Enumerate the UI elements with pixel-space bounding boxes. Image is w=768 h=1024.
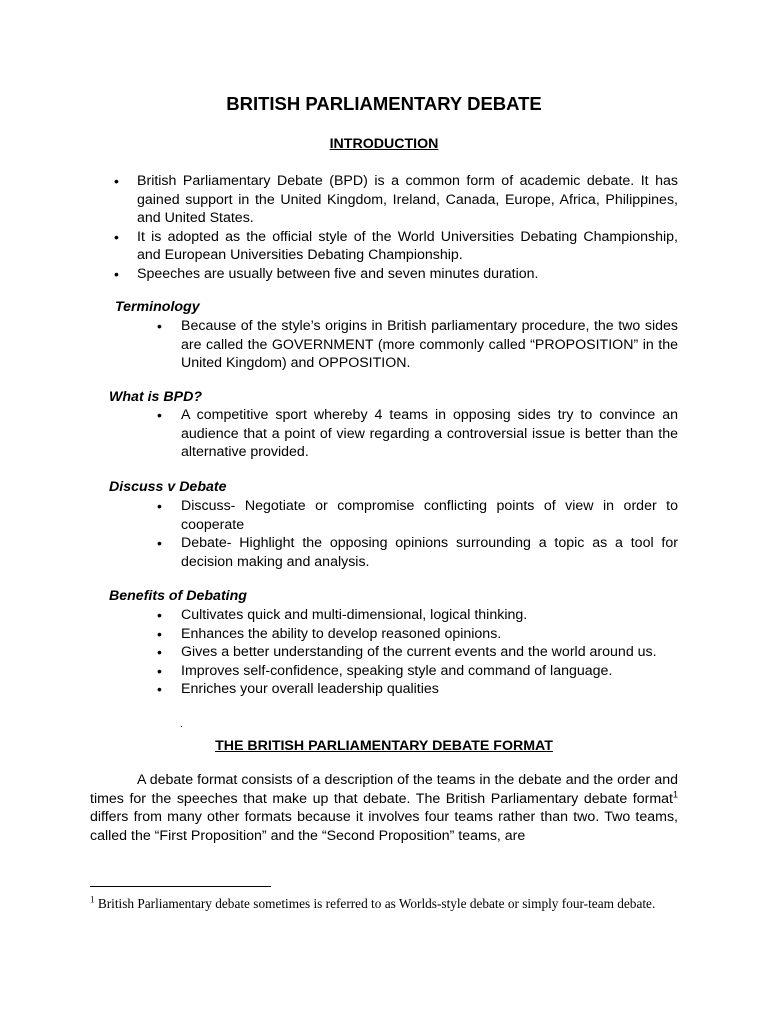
footnote-number: 1 bbox=[90, 894, 95, 905]
list-item: • Cultivates quick and multi-dimensional, logical thinking. bbox=[157, 607, 528, 623]
terminology-list bbox=[157, 317, 678, 373]
list-item: • British Parliamentary Debate (BPD) is a common form of academic debate. It has gained support in the United Kingdom, Ireland, Canada, Europe, Africa, Philippines, and United States. bbox=[114, 173, 678, 226]
footnote: $^1$ British Parliamentary debate sometimes is referred to as Worlds-style debate or simply four-team debate. bbox=[90, 894, 656, 911]
list-item: • Because of the style’s origins in British parliamentary procedure, the two sides are called the GOVERNMENT (more commonly called “PROPOSITION” in the United Kingdom) and OPPOSITION. bbox=[157, 318, 678, 371]
list-item: • A competitive sport whereby 4 teams in opposing sides try to convince an audience that a point of view regarding a controversial issue is better than the alternative provided. bbox=[157, 407, 678, 460]
list-item: • Gives a better understanding of the current events and the world around us. bbox=[157, 644, 657, 660]
terminology-heading: Terminology bbox=[115, 299, 200, 315]
list-item: • Debate- Highlight the opposing opinions surrounding a topic as a tool for decision making and analysis. bbox=[157, 535, 678, 570]
bullet-icon: • bbox=[114, 173, 119, 189]
bullet-icon: • bbox=[114, 265, 119, 282]
introduction-heading: INTRODUCTION bbox=[329, 136, 439, 152]
bullet-icon: • bbox=[157, 535, 162, 551]
benefits-list bbox=[157, 606, 678, 699]
bullet-icon: • bbox=[114, 228, 119, 245]
introduction-list bbox=[114, 172, 678, 283]
format-heading: THE BRITISH PARLIAMENTARY DEBATE FORMAT bbox=[215, 738, 553, 754]
list-item: • Discuss- Negotiate or compromise conflicting points of view in order to cooperate bbox=[157, 498, 678, 533]
bullet-icon: • bbox=[157, 318, 162, 334]
what-is-bpd-list bbox=[157, 406, 678, 462]
list-item: • It is adopted as the official style of the World Universities Debating Championship, and European Universities Debating Championship. bbox=[114, 228, 678, 263]
bullet-icon: • bbox=[157, 644, 162, 660]
stray-period: . bbox=[180, 719, 183, 730]
bullet-icon: • bbox=[157, 625, 162, 642]
discuss-v-debate-heading: Discuss v Debate bbox=[109, 479, 227, 495]
format-paragraph: A debate format consists of a description of the teams in the debate and the order and times for the speeches that make up that debate. The British Parliamentary debate format$^1$ differs from many other formats because it involves four teams rather than two. Two teams, called the “First Proposition” and the “Second Proposition” teams, are bbox=[90, 772, 678, 844]
bullet-icon: • bbox=[157, 407, 162, 423]
bullet-icon: • bbox=[157, 498, 162, 514]
footnote-reference[interactable]: 1 bbox=[672, 788, 678, 799]
document-title: BRITISH PARLIAMENTARY DEBATE bbox=[226, 93, 542, 114]
bullet-icon: • bbox=[157, 681, 162, 697]
footnote-divider bbox=[90, 886, 271, 887]
list-item: • Enhances the ability to develop reasoned opinions. bbox=[157, 625, 502, 642]
benefits-heading: Benefits of Debating bbox=[109, 588, 247, 604]
list-item: • Speeches are usually between five and seven minutes duration. bbox=[114, 265, 539, 282]
list-item: • Improves self-confidence, speaking style and command of language. bbox=[157, 662, 613, 679]
discuss-v-debate-list bbox=[157, 497, 678, 571]
what-is-bpd-heading: What is BPD? bbox=[109, 389, 203, 405]
list-item: • Enriches your overall leadership qualities bbox=[157, 681, 439, 697]
bullet-icon: • bbox=[157, 607, 162, 623]
bullet-icon: • bbox=[157, 662, 162, 679]
